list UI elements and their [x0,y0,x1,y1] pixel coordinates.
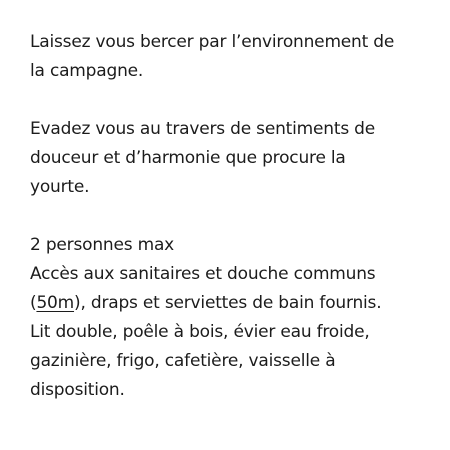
paragraph-details [30,231,434,405]
text-line: Evadez vous au travers de sentiments de [30,119,376,139]
paragraph-intro [30,28,434,86]
text-line: la campagne. [30,61,144,81]
text-line: 2 personnes max [30,235,175,255]
text-fragment: ), draps et serviettes de bain fournis. [74,293,382,313]
text-line: Accès aux sanitaires et douche communs [30,264,376,284]
text-line: yourte. [30,177,90,197]
text-line: gazinière, frigo, cafetière, vaisselle à [30,351,336,371]
paragraph-escape [30,115,434,202]
text-line-with-link [30,289,434,318]
distance-link[interactable]: 50m [36,293,75,313]
text-line: disposition. [30,380,125,400]
text-line: douceur et d’harmonie que procure la [30,148,346,168]
text-line: Laissez vous bercer par l’environnement de [30,32,395,52]
text-line: Lit double, poêle à bois, évier eau froide, [30,322,370,342]
paren-open: ( [30,293,37,313]
